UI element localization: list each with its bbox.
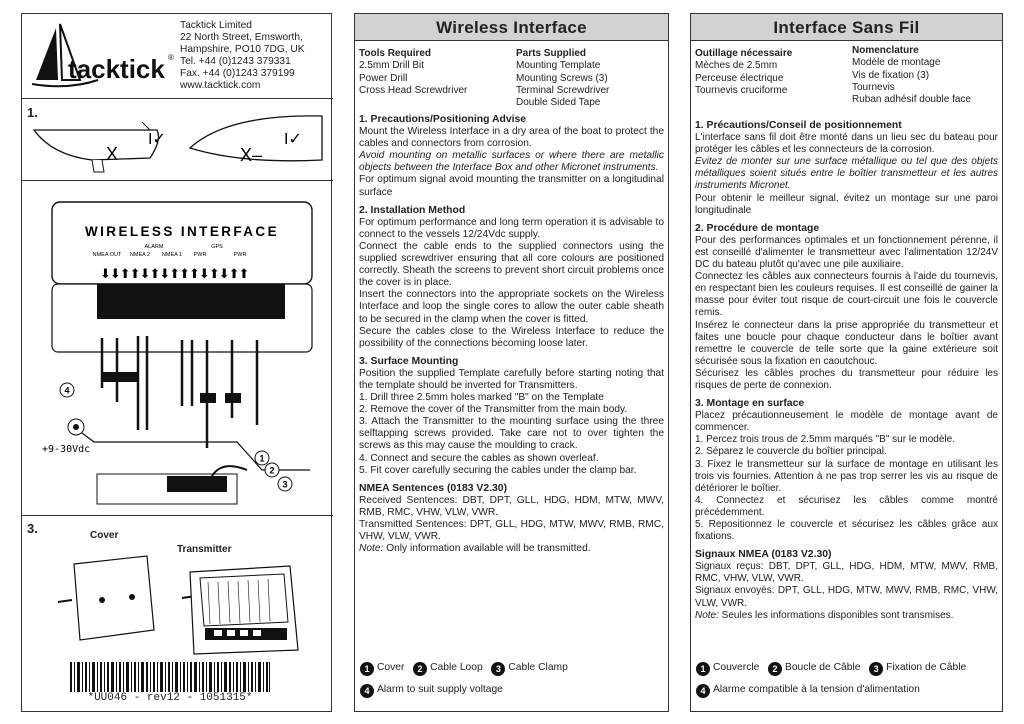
paragraph: Evitez de monter sur une surface métallique ou tel que des objets métalliques soient situés entre le boîtier transmetteur et les autres instruments Micronet. (695, 156, 998, 192)
transmitter-label: Transmitter (177, 544, 232, 555)
list-item: 1. Percez trois trous de 2.5mm marqués "B" sur le modèle. (695, 434, 955, 446)
svg-text:X: X (106, 144, 119, 164)
paragraph: Insert the connectors into the appropriate sockets on the Wireless Interface and loop the single cores to allow the outer cable sheath to be secured in the clamp when the cover is fitted. (359, 289, 664, 325)
part-item: Vis de fixation (3) (852, 69, 930, 81)
legend-marker: 2 (413, 662, 427, 676)
section-heading: 3. Surface Mounting (359, 355, 459, 367)
part-item: Terminal Screwdriver (516, 84, 610, 96)
list-item: 4. Connect and secure the cables as shown overleaf. (359, 452, 599, 464)
paragraph: Signaux envoyés: DPT, GLL, HDG, MTW, MWV, RMB, RMC, VHW, VLW, VWR. (695, 585, 998, 609)
svg-text:I✓: I✓ (284, 131, 302, 148)
section-heading: 1. Precautions/Positioning Advise (359, 114, 527, 125)
section-heading: 1. Précautions/Conseil de positionnement (695, 120, 902, 131)
tools-required-fr (695, 48, 845, 97)
paragraph: Avoid mounting on metallic surfaces or where there are metallic objects between the Interface Box and other Micronet instruments. (359, 150, 664, 174)
legend-item: Cable Clamp (508, 662, 568, 673)
company-line: Hampshire, PO10 7DG, UK (180, 44, 305, 55)
note: Note: Only information available will be transmitted. (359, 543, 591, 555)
tacktick-logo (28, 20, 178, 92)
paragraph: Received Sentences: DBT, DPT, GLL, HDG, HDM, MTW, MWV, RMB, RMC, VHW, VLW, VWR. (359, 494, 664, 518)
parts-heading: Parts Supplied (516, 48, 587, 59)
boat-orientation-figure (22, 100, 333, 180)
note: Note: Seules les informations disponibles sont transmises. (695, 609, 954, 621)
parts-supplied (516, 48, 666, 109)
legend-item: Alarm to suit supply voltage (377, 684, 503, 695)
legend-marker: 4 (360, 684, 374, 698)
part-item: Double Sided Tape (516, 97, 601, 109)
tool-item: Mèches de 2.5mm (695, 60, 778, 72)
section-heading: 2. Procédure de montage (695, 222, 820, 234)
paragraph: Sécurisez les câbles proches du transmetteur pour réduire les risques de perte de connexion. (695, 367, 998, 391)
company-address (180, 20, 305, 92)
paragraph: Pour obtenir le meilleur signal, évitez un montage sur une paroi longitudinale (695, 192, 998, 216)
tools-required (359, 48, 509, 97)
legend-item: Fixation de Câble (886, 662, 967, 673)
nmea-out-label: NMEA OUT (92, 252, 122, 258)
svg-text:X–: X– (240, 145, 263, 165)
french-instructions (695, 120, 998, 622)
french-title: Interface Sans Fil (691, 14, 1002, 41)
svg-text:®: ® (168, 53, 174, 62)
legend-item: Boucle de Câble (784, 662, 861, 673)
legend-item: Cable Loop (430, 662, 483, 673)
paragraph: Mount the Wireless Interface in a dry area of the boat to protect the cables and connectors from corrosion. (359, 126, 664, 150)
part-item: Ruban adhésif double face (852, 94, 971, 106)
tools-heading: Tools Required (359, 48, 432, 59)
part-item: Mounting Template (516, 60, 601, 72)
paragraph: Transmitted Sentences: DPT, GLL, HDG, MTW, MWV, RMB, RMC, VHW, VLW, VWR. (359, 519, 664, 543)
legend-marker: 4 (696, 684, 710, 698)
tool-item: 2.5mm Drill Bit (359, 60, 425, 72)
alarm-label: ALARM (144, 244, 164, 250)
part-item: Tournevis (852, 81, 895, 93)
cover-label: Cover (90, 530, 119, 541)
connector-arrows: ⬇⬇⬆⬆⬇⬆⬇⬆⬆⬆⬇⬆⬇⬆⬆ (100, 267, 249, 282)
legend-marker: 3 (491, 662, 505, 676)
paragraph: L'interface sans fil doit être monté dans un lieu sec du bateau pour protéger les câbles et les connecteurs de la corrosion. (695, 132, 998, 156)
section-heading: NMEA Sentences (0183 V2.30) (359, 482, 508, 494)
figure-3-number: 3. (27, 521, 38, 536)
legend-item: Cover (377, 662, 405, 673)
tool-item: Power Drill (359, 72, 408, 84)
paragraph: For optimum performance and long term operation it is advisable to connect to the vessels 12/24Vdc supply. (359, 216, 664, 240)
english-instructions (359, 114, 664, 555)
tools-heading: Outillage nécessaire (695, 48, 793, 59)
mounting-figure (22, 542, 333, 656)
callout-1: 1 (259, 453, 265, 464)
device-label: WIRELESS INTERFACE (85, 224, 279, 239)
paragraph: Secure the cables close to the Wireless Interface to reduce the possibility of the connections becoming loose later. (359, 325, 664, 349)
company-website: www.tacktick.com (180, 80, 261, 91)
part-item: Modèle de montage (852, 57, 941, 69)
figure-1-number: 1. (27, 105, 38, 120)
nmea1-label: NMEA 1 (161, 252, 183, 258)
english-panel (354, 13, 669, 712)
parts-heading: Nomenclature (852, 45, 919, 56)
company-line: 22 North Street, Emsworth, (180, 32, 303, 43)
paragraph: Connect the cable ends to the supplied connectors using the supplied screwdriver ensuring that all core colours are positioned correctly. Sheath the screens to prevent short circuit problems once the cover is in place. (359, 240, 664, 289)
list-item: 1. Drill three 2.5mm holes marked "B" on the Template (359, 392, 604, 404)
paragraph: Placez précautionneusement le modèle de montage avant de commencer. (695, 410, 998, 434)
paragraph: Insérez le connecteur dans la prise appropriée du transmetteur et faites une boucle pour chaque conducteur dans le boîtier avant remettre le couvercle de telle sorte que la gaine extérieure soit sécurisée sous la fixation en caoutchouc. (695, 319, 998, 367)
company-line: Tacktick Limited (180, 20, 252, 31)
list-item: 3. Attach the Transmitter to the mounting surface using the three selftapping screws provided. Take care not to over tighten the screws as this may cause the moulding to crack. (359, 416, 664, 452)
callout-4: 4 (64, 385, 70, 396)
diagram-panel (21, 13, 332, 712)
list-item: 5. Fit cover carefully securing the cables under the clamp bar. (359, 464, 637, 476)
french-legend (696, 662, 997, 698)
part-item: Mounting Screws (3) (516, 72, 608, 84)
paragraph: Connectez les câbles aux connecteurs fournis à l'aide du tournevis, en respectant bien les couleurs requises. Il est conseillé de gainer la masse pour éviter tout risque de court-circuit une fois le couvercle remis. (695, 271, 998, 319)
french-panel (690, 13, 1003, 712)
barcode-serial: *UU046 - rev12 - 1051315* (70, 692, 270, 704)
section-heading: 3. Montage en surface (695, 398, 805, 410)
parts-supplied-fr (852, 45, 1002, 106)
legend-item: Couvercle (713, 662, 760, 673)
legend-item: Alarme compatible à la tension d'alimentation (713, 684, 920, 695)
callout-3: 3 (282, 479, 288, 490)
legend-marker: 1 (360, 662, 374, 676)
callout-2: 2 (269, 465, 275, 476)
paragraph: For optimum signal avoid mounting the transmitter on a longitudinal surface (359, 174, 664, 198)
paragraph: Pour des performances optimales et un fonctionnement pérenne, il est conseillé d'alimenter le transmetteur avec l'alimentation 12/24V DC du bateau plutôt qu'avec une pile auxiliaire. (695, 234, 998, 271)
list-item: 2. Remove the cover of the Transmitter from the main body. (359, 404, 628, 416)
list-item: 2. Séparez le couvercle du boîtier principal. (695, 446, 887, 458)
pwr-label: PWR (233, 252, 247, 258)
list-item: 5. Repositionnez le couvercle et sécurisez les câbles grâce aux fixations. (695, 519, 998, 543)
paragraph: Position the supplied Template carefully before starting noting that the template should be inverted for Transmitters. (359, 367, 664, 391)
tool-item: Perceuse électrique (695, 72, 784, 84)
svg-text:I✓: I✓ (148, 131, 166, 148)
pwr-label: PWR (193, 252, 207, 258)
gps-label: GPS (211, 244, 223, 250)
english-legend (360, 662, 663, 698)
paragraph: Signaux reçus: DBT, DPT, GLL, HDG, HDM, MTW, MWV, RMB, RMC, VHW, VLW, VWR. (695, 561, 998, 585)
svg-text:tacktick: tacktick (68, 54, 165, 84)
section-heading: 2. Installation Method (359, 204, 466, 216)
tool-item: Tournevis cruciforme (695, 84, 788, 96)
english-title: Wireless Interface (355, 14, 668, 41)
supply-voltage-label: +9-30Vdc (42, 444, 91, 455)
legend-marker: 1 (696, 662, 710, 676)
tool-item: Cross Head Screwdriver (359, 84, 468, 96)
company-line: Tel. +44 (0)1243 379331 (180, 56, 291, 67)
company-line: Fax. +44 (0)1243 379199 (180, 68, 295, 79)
wiring-figure (22, 180, 333, 515)
legend-marker: 3 (869, 662, 883, 676)
section-heading: Signaux NMEA (0183 V2.30) (695, 549, 832, 561)
list-item: 3. Fixez le transmetteur sur la surface de montage en utilisant les trois vis fournies. Attention à ne pas trop serrer les vis au risque de détériorer le boîtier. (695, 458, 998, 494)
list-item: 4. Connectez et sécurisez les câbles comme montré précédemment. (695, 494, 998, 518)
nmea2-label: NMEA 2 (129, 252, 151, 258)
legend-marker: 2 (768, 662, 782, 676)
company-header (22, 14, 333, 99)
